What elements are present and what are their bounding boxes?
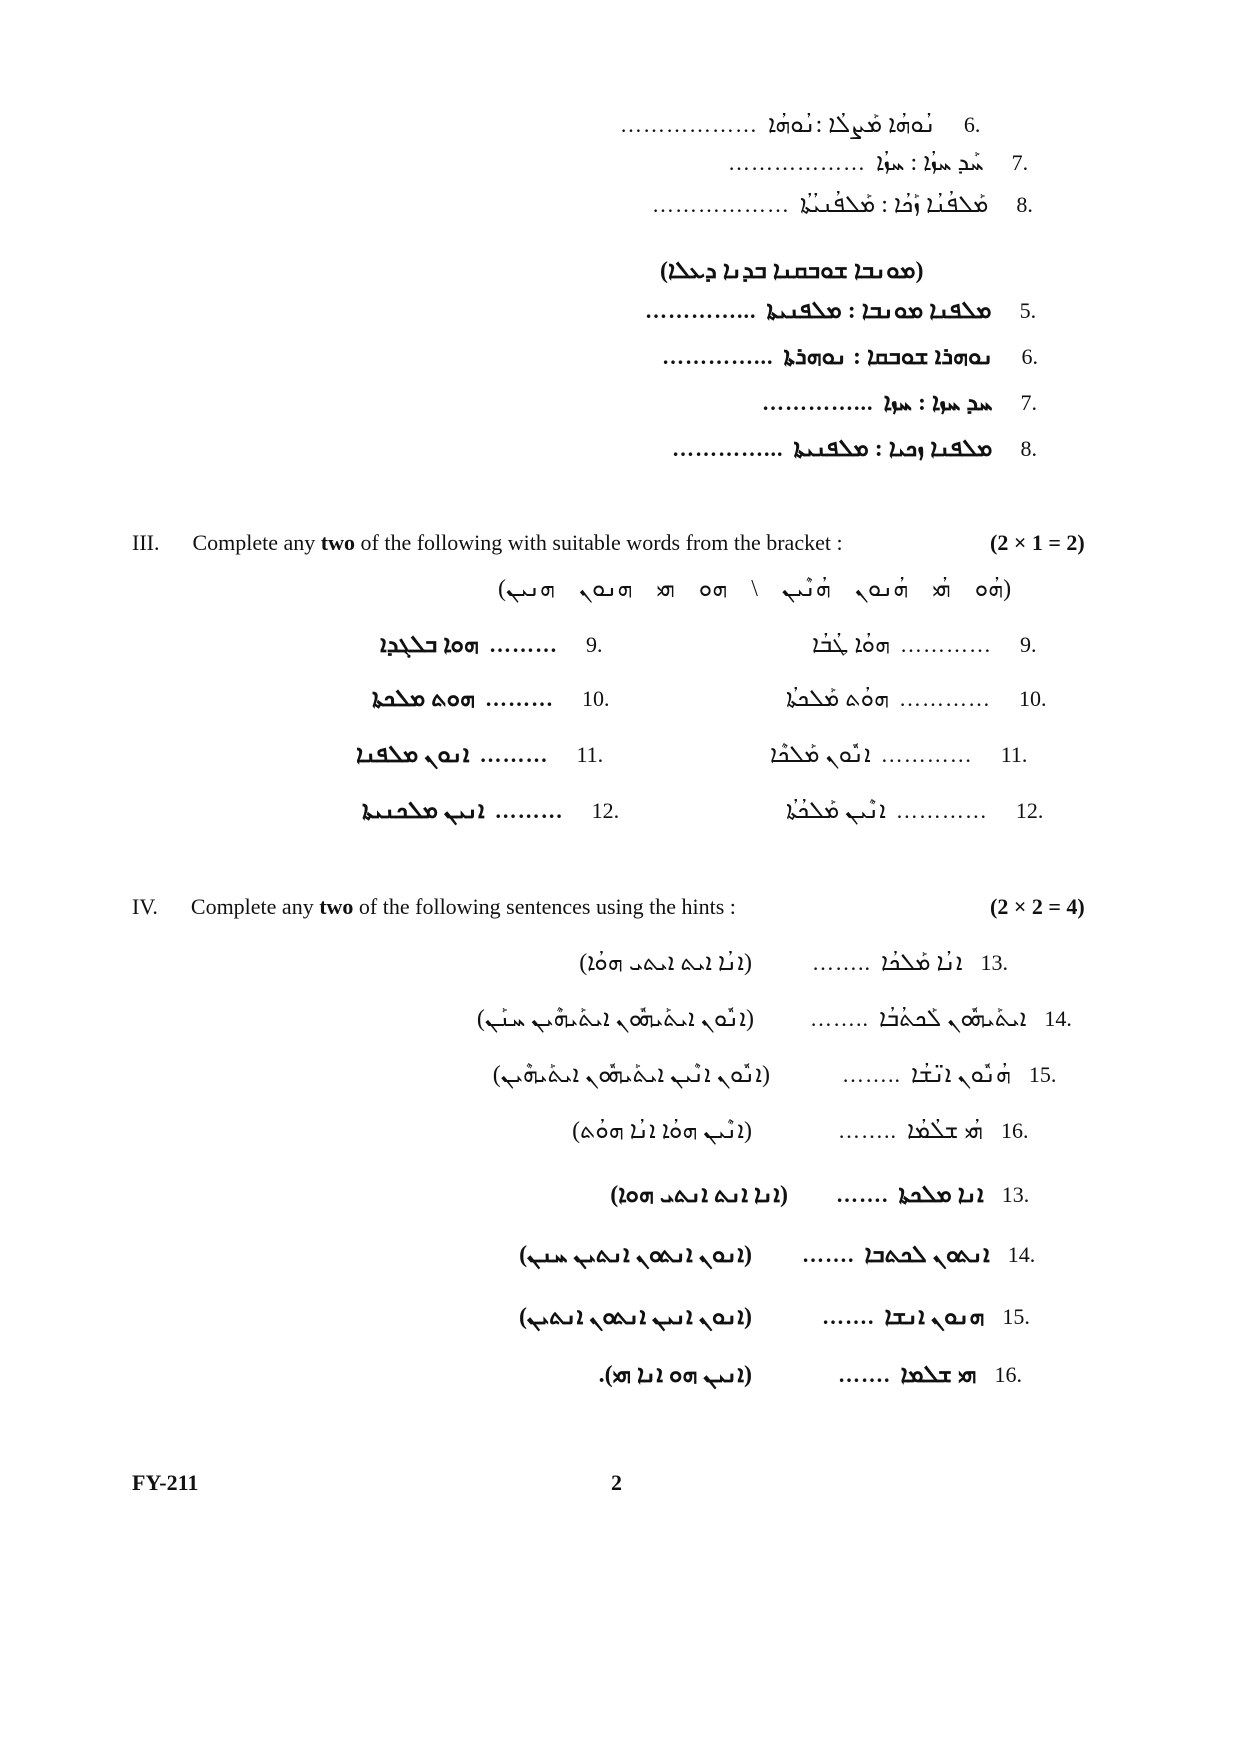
syriac-sentence-text: ܗܳܢܽܘܢ ܐܢ̈ܫܳܐ — [911, 1062, 1011, 1088]
iii-left-item-10 — [372, 686, 609, 713]
question-number: 10. — [1018, 686, 1047, 711]
hint-words: (ܐܢܽܘܢ ܐܝܬܰܝܗܽܘܢ ܐܝܬܰܝܗܶܝܢ ܚܢܰܢ) — [476, 1006, 754, 1032]
syriac-sentence-text: ܗܳܝ ܫܠܳܡܳܐ — [907, 1118, 983, 1144]
iv-serto-item-15 — [492, 1062, 1057, 1089]
iii-right-item-11 — [770, 742, 1027, 769]
top-estrangela-item-8 — [672, 436, 1037, 463]
section-iv-heading — [132, 894, 736, 920]
syriac-question-text: ܐܢܘܢ ܡܠܦܢܐ — [356, 742, 470, 768]
hint-words: (ܐܢܘܢ ܐܢܝܢ ܐܢܬܘܢ ܐܢܬܝܢ) — [518, 1304, 752, 1330]
instruction-text-before: Complete any — [192, 530, 321, 555]
hint-words: (ܐܢܘܢ ܐܢܬܘܢ ܐܢܬܝܢ ܚܢܢ) — [519, 1242, 752, 1268]
instruction-emphasis: two — [319, 894, 354, 919]
question-number: 16. — [994, 1362, 1022, 1387]
section-iii-word-bracket: (ܗܳܘ ܗܳܝ ܗܳܢܘܢ ܗܳܢܶܝܢ \ ܗܘ ܗܝ ܗܢܘܢ ܗܢܝܢ) — [498, 576, 1012, 602]
question-number: 5. — [1019, 298, 1037, 323]
answer-blank: ……………… — [620, 112, 758, 137]
question-number: 15. — [1028, 1062, 1057, 1087]
iii-right-item-10 — [786, 686, 1046, 713]
answer-blank: ……. — [802, 1242, 855, 1267]
iv-estrangela-item-13 — [548, 1182, 1029, 1209]
question-number: 11. — [1000, 742, 1028, 767]
answer-blank: ……………… — [652, 192, 790, 217]
question-number: 8. — [1020, 436, 1037, 461]
iv-serto-item-13 — [532, 950, 1008, 977]
syriac-sentence-text: ܐܝܬܰܝܗܽܘܢ ܠܰܟܬܳܒܳܐ — [879, 1006, 1027, 1032]
answer-blank: ……… — [488, 632, 558, 657]
question-number: 9. — [1020, 632, 1037, 657]
estrangela-note: (ܡܘܢܒܐ ܫܘܒܩܢܐ ܒܕܢܐ ܕܥܠܐ) — [660, 258, 924, 284]
hint-words: (ܐܢܶܝܢ ܗܘܳܐ ܐܢܳܐ ܗܘܳܬ) — [572, 1118, 752, 1144]
iii-left-item-12 — [362, 798, 619, 825]
iv-serto-item-16 — [552, 1118, 1028, 1145]
question-number: 6. — [1021, 344, 1038, 369]
instruction-text-after: of the following with suitable words from the bracket : — [355, 530, 843, 555]
question-number: 15. — [1002, 1304, 1030, 1329]
hint-words: (ܐܢܝܢ ܗܘ ܐܢܐ ܗܝ). — [598, 1362, 752, 1388]
syriac-question-text: ܗܘܬ ܡܠܟܬܐ — [372, 686, 475, 712]
answer-blank: …………... — [762, 390, 874, 415]
syriac-question-text: ܐܢܝܢ ܡܠܟܢܝܬܐ — [362, 798, 485, 824]
answer-blank: ……… — [479, 742, 549, 767]
top-serto-item-6 — [620, 112, 980, 139]
question-number: 7. — [1020, 390, 1037, 415]
question-number: 7. — [1011, 150, 1029, 175]
answer-blank: …….. — [838, 1118, 897, 1143]
section-roman-numeral: III. — [132, 530, 160, 555]
answer-blank: ………… — [898, 686, 991, 711]
question-number: 11. — [576, 742, 604, 767]
syriac-question-text: ܗܘܳܐ ܛܳܒܳܐ — [812, 632, 891, 658]
iv-estrangela-item-15 — [452, 1304, 1030, 1331]
answer-blank: ………… — [900, 632, 993, 657]
question-number: 13. — [980, 950, 1008, 975]
instruction-emphasis: two — [320, 530, 356, 555]
syriac-question-text: ܗܘܳܬ ܡܰܠܟܬܳܐ — [786, 686, 889, 712]
syriac-sentence-text: ܐܢܐ ܡܠܟܬܐ — [898, 1182, 984, 1208]
page-number: 2 — [611, 1470, 622, 1495]
answer-blank: ………… — [880, 742, 973, 767]
iii-left-item-9 — [380, 632, 602, 659]
syriac-question-text: ܚܕ ܚܙܐ : ܚܙܐ — [883, 390, 993, 416]
iii-left-item-11 — [356, 742, 603, 769]
syriac-sentence-text: ܐܢܳܐ ܡܰܠܟܳܐ — [881, 950, 963, 976]
syriac-question-text: ܚܰܕ ܚܙܳܐ : ܚܙܳܐ — [876, 150, 984, 176]
answer-blank: ……… — [484, 686, 554, 711]
question-number: 10. — [581, 686, 610, 711]
hint-words: (ܐܢܽܘܢ ܐܢܶܝܢ ܐܝܬܰܝܗܽܘܢ ܐܝܬܰܝܗܶܝܢ) — [492, 1062, 770, 1088]
iv-serto-item-14 — [476, 1006, 1072, 1033]
question-number: 14. — [1007, 1242, 1036, 1267]
paper-code: FY-211 — [132, 1470, 199, 1495]
iv-estrangela-item-14 — [452, 1242, 1035, 1269]
syriac-sentence-text: ܐܢܬܘܢ ܠܟܬܒܐ — [864, 1242, 990, 1268]
section-iv-marks: (2 × 2 = 4) — [990, 894, 1085, 919]
hint-words: (ܐܢܐ ܐܢܬ ܐܢܬܝ ܗܘܐ) — [610, 1182, 788, 1208]
section-iii-heading — [132, 530, 843, 556]
answer-blank: …………... — [672, 436, 784, 461]
question-number: 6. — [963, 112, 981, 137]
section-iii-marks: (2 × 1 = 2) — [990, 530, 1085, 555]
syriac-question-text: ܢܳܘܗܳܐ ܡܰܨܠܳܐ :ܢܳܘܗܳܐ — [768, 112, 936, 138]
top-estrangela-item-7 — [762, 390, 1037, 417]
question-number: 16. — [1000, 1118, 1029, 1143]
top-serto-item-7 — [728, 150, 1028, 177]
syriac-question-text: ܗܘܐ ܒܠܓܕܐ — [380, 632, 479, 658]
question-number: 13. — [1001, 1182, 1030, 1207]
hint-words: (ܐܢܳܐ ܐܝܬ ܐܝܬܝ ܗܘܳܐ) — [579, 950, 752, 976]
syriac-question-text: ܢܘܗܪܐ ܫܘܒܩܐ : ܢܘܗܪܬܐ — [783, 344, 994, 370]
iii-right-item-9 — [812, 632, 1037, 659]
iv-estrangela-item-16 — [512, 1362, 1022, 1389]
instruction-text-before: Complete any — [190, 894, 320, 919]
top-serto-item-8 — [652, 192, 1033, 219]
answer-blank: ……. — [822, 1304, 875, 1329]
answer-blank: …………... — [645, 298, 757, 323]
answer-blank: ……… — [494, 798, 564, 823]
answer-blank: ………… — [895, 798, 988, 823]
answer-blank: …….. — [810, 1006, 869, 1031]
syriac-question-text: ܡܠܦܢܐ ܙܟܝܐ : ܡܠܦܢܝܬܐ — [793, 436, 993, 462]
iii-right-item-12 — [786, 798, 1043, 825]
answer-blank: ……. — [836, 1182, 889, 1207]
answer-blank: …………... — [662, 344, 774, 369]
syriac-question-text: ܡܰܠܦܳܢܳܐ ܙܰܟܳܐ : ܡܰܠܦܳܢܝܳܬܳܐ — [800, 192, 989, 218]
answer-blank: …….. — [812, 950, 871, 975]
syriac-question-text: ܐܢܽܘܢ ܡܰܠܟܶܐ — [770, 742, 871, 768]
section-roman-numeral: IV. — [132, 894, 158, 919]
syriac-question-text: ܐܢܶܝܢ ܡܰܠܟܳܬܳܐ — [786, 798, 886, 824]
answer-blank: …….. — [842, 1062, 901, 1087]
top-estrangela-item-6 — [662, 344, 1038, 371]
answer-blank: ……. — [838, 1362, 891, 1387]
question-number: 14. — [1044, 1006, 1072, 1031]
question-number: 9. — [585, 632, 603, 657]
answer-blank: ……………… — [728, 150, 866, 175]
question-number: 12. — [1015, 798, 1044, 823]
syriac-sentence-text: ܗܝ ܫܠܡܐ — [900, 1362, 977, 1388]
top-estrangela-item-5 — [645, 298, 1036, 325]
instruction-text-after: of the following sentences using the hints : — [353, 894, 736, 919]
syriac-question-text: ܡܠܦܢܐ ܡܘܢܒܐ : ܡܠܦܢܝܬܐ — [766, 298, 992, 324]
syriac-sentence-text: ܗܢܘܢ ܐܢܫܐ — [884, 1304, 985, 1330]
question-number: 8. — [1016, 192, 1033, 217]
question-number: 12. — [591, 798, 620, 823]
